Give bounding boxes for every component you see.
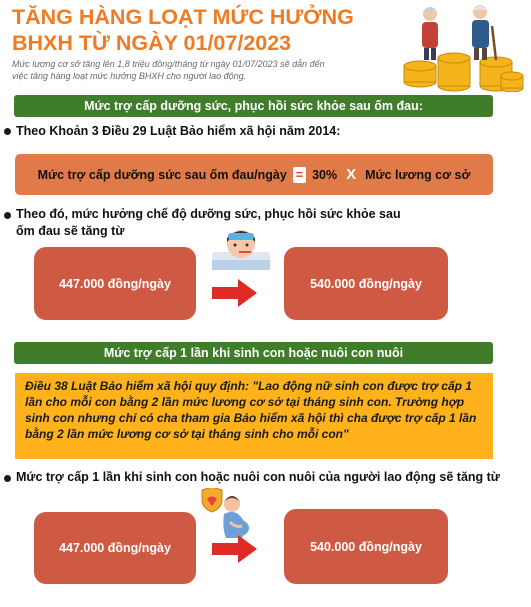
- arrow-right-icon-2: [212, 535, 257, 563]
- arrow-right-icon: [212, 279, 257, 307]
- new-value-box-2: [284, 509, 448, 584]
- old-value-text-2: 447.000 đồng/ngày: [59, 541, 171, 555]
- old-value-box-2: [34, 512, 196, 584]
- old-value-text: 447.000 đồng/ngày: [59, 276, 171, 291]
- page-subtitle: Mức lương cơ sở tăng lên 1,8 triệu đồng/tháng từ ngày 01/07/2023 sẽ dẫn đến việc tăng hàng loạt mức hưởng BHXH cho người lao động.: [12, 59, 325, 81]
- sick-person-icon: [210, 224, 272, 272]
- legal-quote-text: Điều 38 Luật Bảo hiểm xã hội quy định: "Lao động nữ sinh con được trợ cấp 1 lần cho mỗi con bằng 2 lần mức lương cơ sở tại tháng sinh con. Trường hợp sinh con nhưng chỉ có cha tham gia Bảo hiểm xã hội thì cha được trợ cấp 1 lần bằng 2 lần mức lương cơ sở tại tháng sinh cho mỗi con": [25, 379, 477, 441]
- increase-text-2: Mức trợ cấp 1 lần khi sinh con hoặc nuôi con nuôi của người lao động sẽ tăng từ: [16, 470, 500, 484]
- equals-sign: =: [293, 167, 306, 183]
- legal-quote-box: [15, 373, 493, 459]
- formula-right: Mức lương cơ sở: [365, 167, 471, 182]
- section-heading-text: Mức trợ cấp 1 lần khi sinh con hoặc nuôi con nuôi: [103, 346, 404, 360]
- bullet-icon: [4, 475, 11, 482]
- formula-left: Mức trợ cấp dưỡng sức sau ốm đau/ngày: [37, 167, 287, 182]
- bullet-icon: [4, 212, 11, 219]
- formula-box: [15, 154, 493, 195]
- formula-percent: 30%: [312, 167, 338, 182]
- multiply-sign: X: [346, 165, 357, 183]
- section-heading-childbirth-allowance: [14, 342, 493, 364]
- new-value-text-2: 540.000 đồng/ngày: [310, 539, 422, 554]
- section-heading-text: Mức trợ cấp dưỡng sức, phục hồi sức khỏe sau ốm đau:: [84, 99, 423, 113]
- old-value-box: [34, 247, 196, 320]
- new-value-text: 540.000 đồng/ngày: [310, 276, 422, 291]
- legal-basis-text: Theo Khoản 3 Điều 29 Luật Bảo hiểm xã hội năm 2014:: [16, 124, 341, 138]
- page-title: TĂNG HÀNG LOẠT MỨC HƯỞNG BHXH TỪ NGÀY 01/07/2023: [12, 5, 354, 55]
- new-value-box: [284, 247, 448, 320]
- section-heading-recovery-allowance: [14, 95, 493, 117]
- increase-text-1: Theo đó, mức hưởng chế độ dưỡng sức, phục hồi sức khỏe sau ốm đau sẽ tăng từ: [16, 207, 401, 238]
- bullet-icon: [4, 128, 11, 135]
- elderly-couple-coins-illustration: [392, 2, 526, 92]
